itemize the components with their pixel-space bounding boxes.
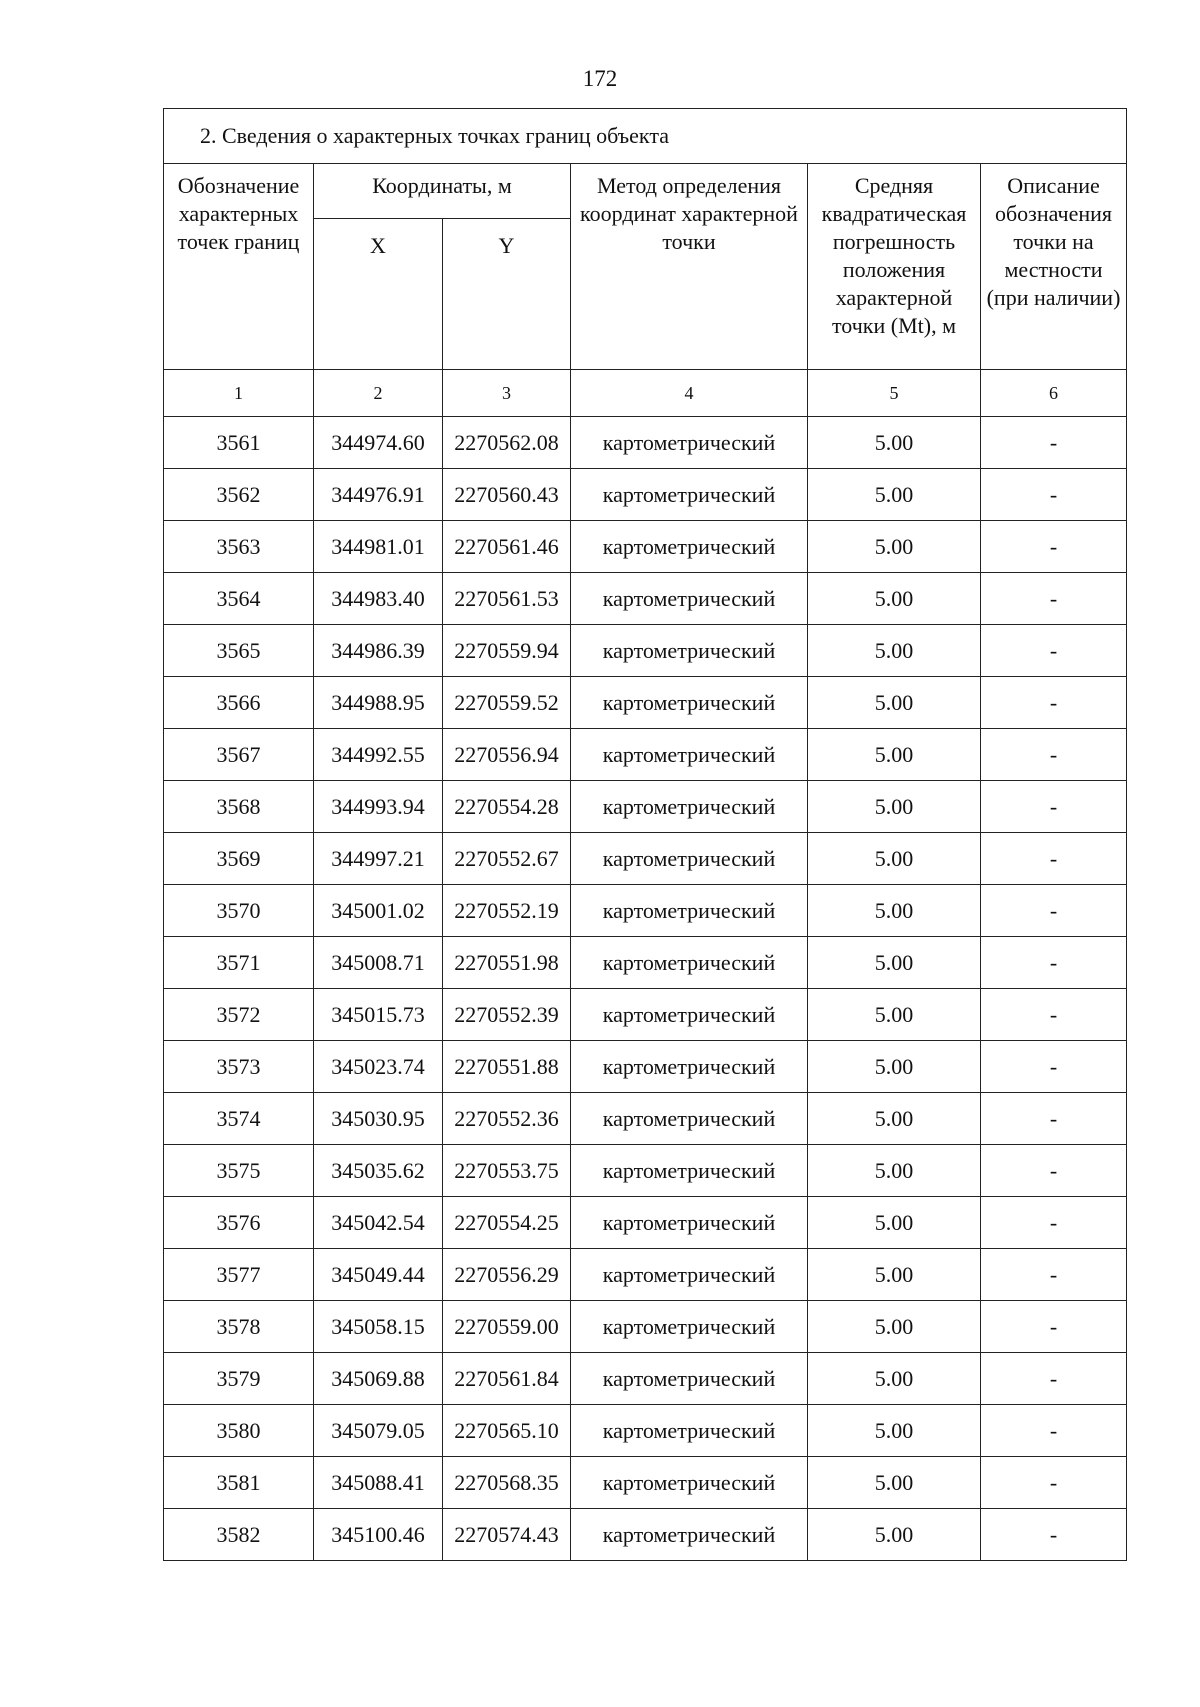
point-id-cell: 3575 xyxy=(164,1145,314,1197)
column-number: 4 xyxy=(571,370,808,417)
x-coordinate-cell: 345042.54 xyxy=(314,1197,443,1249)
description-cell: - xyxy=(981,1197,1127,1249)
y-coordinate-cell: 2270574.43 xyxy=(443,1509,571,1561)
error-cell: 5.00 xyxy=(808,1405,981,1457)
method-cell: картометрический xyxy=(571,417,808,469)
table-row xyxy=(164,729,1127,781)
error-cell: 5.00 xyxy=(808,1353,981,1405)
method-cell: картометрический xyxy=(571,1457,808,1509)
error-cell: 5.00 xyxy=(808,677,981,729)
point-id-cell: 3579 xyxy=(164,1353,314,1405)
y-coordinate-cell: 2270554.28 xyxy=(443,781,571,833)
y-coordinate-cell: 2270559.00 xyxy=(443,1301,571,1353)
point-id-cell: 3563 xyxy=(164,521,314,573)
table-row xyxy=(164,937,1127,989)
section-title-row xyxy=(164,109,1127,164)
point-id-cell: 3567 xyxy=(164,729,314,781)
point-id-cell: 3580 xyxy=(164,1405,314,1457)
method-cell: картометрический xyxy=(571,781,808,833)
x-coordinate-cell: 344993.94 xyxy=(314,781,443,833)
y-coordinate-cell: 2270552.19 xyxy=(443,885,571,937)
y-coordinate-cell: 2270553.75 xyxy=(443,1145,571,1197)
column-number: 3 xyxy=(443,370,571,417)
header-designation: Обозначение характерных точек границ xyxy=(164,164,314,370)
header-coordinates: Координаты, м xyxy=(314,164,571,219)
method-cell: картометрический xyxy=(571,885,808,937)
header-method: Метод определения координат характерной точки xyxy=(571,164,808,370)
description-cell: - xyxy=(981,1457,1127,1509)
method-cell: картометрический xyxy=(571,729,808,781)
method-cell: картометрический xyxy=(571,833,808,885)
point-id-cell: 3569 xyxy=(164,833,314,885)
error-cell: 5.00 xyxy=(808,1301,981,1353)
point-id-cell: 3572 xyxy=(164,989,314,1041)
x-coordinate-cell: 345008.71 xyxy=(314,937,443,989)
method-cell: картометрический xyxy=(571,989,808,1041)
point-id-cell: 3570 xyxy=(164,885,314,937)
y-coordinate-cell: 2270556.94 xyxy=(443,729,571,781)
method-cell: картометрический xyxy=(571,1145,808,1197)
table-row xyxy=(164,1145,1127,1197)
method-cell: картометрический xyxy=(571,521,808,573)
description-cell: - xyxy=(981,781,1127,833)
method-cell: картометрический xyxy=(571,1041,808,1093)
y-coordinate-cell: 2270551.88 xyxy=(443,1041,571,1093)
error-cell: 5.00 xyxy=(808,469,981,521)
x-coordinate-cell: 344981.01 xyxy=(314,521,443,573)
y-coordinate-cell: 2270552.67 xyxy=(443,833,571,885)
error-cell: 5.00 xyxy=(808,625,981,677)
x-coordinate-cell: 345030.95 xyxy=(314,1093,443,1145)
boundary-points-table xyxy=(163,108,1127,1561)
method-cell: картометрический xyxy=(571,937,808,989)
description-cell: - xyxy=(981,1249,1127,1301)
table-row xyxy=(164,573,1127,625)
table-row xyxy=(164,677,1127,729)
method-cell: картометрический xyxy=(571,573,808,625)
column-number: 6 xyxy=(981,370,1127,417)
table-row xyxy=(164,1353,1127,1405)
error-cell: 5.00 xyxy=(808,1041,981,1093)
point-id-cell: 3573 xyxy=(164,1041,314,1093)
description-cell: - xyxy=(981,937,1127,989)
table-row xyxy=(164,417,1127,469)
column-number-row xyxy=(164,370,1127,417)
error-cell: 5.00 xyxy=(808,937,981,989)
description-cell: - xyxy=(981,885,1127,937)
error-cell: 5.00 xyxy=(808,1145,981,1197)
table-row xyxy=(164,781,1127,833)
method-cell: картометрический xyxy=(571,1301,808,1353)
method-cell: картометрический xyxy=(571,1509,808,1561)
y-coordinate-cell: 2270562.08 xyxy=(443,417,571,469)
error-cell: 5.00 xyxy=(808,1457,981,1509)
point-id-cell: 3564 xyxy=(164,573,314,625)
method-cell: картометрический xyxy=(571,1197,808,1249)
table-row xyxy=(164,833,1127,885)
point-id-cell: 3562 xyxy=(164,469,314,521)
table-row xyxy=(164,1197,1127,1249)
header-row xyxy=(164,164,1127,219)
method-cell: картометрический xyxy=(571,1353,808,1405)
table-row xyxy=(164,625,1127,677)
y-coordinate-cell: 2270556.29 xyxy=(443,1249,571,1301)
y-coordinate-cell: 2270565.10 xyxy=(443,1405,571,1457)
point-id-cell: 3566 xyxy=(164,677,314,729)
table-body xyxy=(164,417,1127,1561)
y-coordinate-cell: 2270561.84 xyxy=(443,1353,571,1405)
method-cell: картометрический xyxy=(571,625,808,677)
table-row xyxy=(164,989,1127,1041)
header-error: Средняя квадратическая погрешность положения характерной точки (Mt), м xyxy=(808,164,981,370)
method-cell: картометрический xyxy=(571,1093,808,1145)
point-id-cell: 3577 xyxy=(164,1249,314,1301)
description-cell: - xyxy=(981,729,1127,781)
method-cell: картометрический xyxy=(571,677,808,729)
error-cell: 5.00 xyxy=(808,989,981,1041)
x-coordinate-cell: 345049.44 xyxy=(314,1249,443,1301)
description-cell: - xyxy=(981,1509,1127,1561)
error-cell: 5.00 xyxy=(808,729,981,781)
error-cell: 5.00 xyxy=(808,1509,981,1561)
x-coordinate-cell: 344983.40 xyxy=(314,573,443,625)
y-coordinate-cell: 2270560.43 xyxy=(443,469,571,521)
description-cell: - xyxy=(981,989,1127,1041)
y-coordinate-cell: 2270551.98 xyxy=(443,937,571,989)
error-cell: 5.00 xyxy=(808,521,981,573)
header-x: X xyxy=(314,219,443,370)
table-row xyxy=(164,885,1127,937)
point-id-cell: 3574 xyxy=(164,1093,314,1145)
method-cell: картометрический xyxy=(571,1405,808,1457)
column-number: 1 xyxy=(164,370,314,417)
x-coordinate-cell: 345058.15 xyxy=(314,1301,443,1353)
x-coordinate-cell: 345088.41 xyxy=(314,1457,443,1509)
method-cell: картометрический xyxy=(571,469,808,521)
error-cell: 5.00 xyxy=(808,885,981,937)
description-cell: - xyxy=(981,1041,1127,1093)
x-coordinate-cell: 344988.95 xyxy=(314,677,443,729)
description-cell: - xyxy=(981,521,1127,573)
description-cell: - xyxy=(981,1353,1127,1405)
method-cell: картометрический xyxy=(571,1249,808,1301)
error-cell: 5.00 xyxy=(808,781,981,833)
y-coordinate-cell: 2270552.36 xyxy=(443,1093,571,1145)
header-y: Y xyxy=(443,219,571,370)
y-coordinate-cell: 2270559.52 xyxy=(443,677,571,729)
description-cell: - xyxy=(981,417,1127,469)
description-cell: - xyxy=(981,573,1127,625)
point-id-cell: 3582 xyxy=(164,1509,314,1561)
point-id-cell: 3581 xyxy=(164,1457,314,1509)
x-coordinate-cell: 344974.60 xyxy=(314,417,443,469)
y-coordinate-cell: 2270559.94 xyxy=(443,625,571,677)
description-cell: - xyxy=(981,1145,1127,1197)
x-coordinate-cell: 344997.21 xyxy=(314,833,443,885)
x-coordinate-cell: 344976.91 xyxy=(314,469,443,521)
point-id-cell: 3571 xyxy=(164,937,314,989)
table-row xyxy=(164,469,1127,521)
x-coordinate-cell: 345100.46 xyxy=(314,1509,443,1561)
table-row xyxy=(164,1093,1127,1145)
point-id-cell: 3565 xyxy=(164,625,314,677)
description-cell: - xyxy=(981,625,1127,677)
error-cell: 5.00 xyxy=(808,833,981,885)
y-coordinate-cell: 2270561.46 xyxy=(443,521,571,573)
x-coordinate-cell: 345001.02 xyxy=(314,885,443,937)
error-cell: 5.00 xyxy=(808,417,981,469)
x-coordinate-cell: 345023.74 xyxy=(314,1041,443,1093)
y-coordinate-cell: 2270568.35 xyxy=(443,1457,571,1509)
table-row xyxy=(164,1457,1127,1509)
y-coordinate-cell: 2270552.39 xyxy=(443,989,571,1041)
error-cell: 5.00 xyxy=(808,573,981,625)
description-cell: - xyxy=(981,1093,1127,1145)
header-description: Описание обозначения точки на местности (при наличии) xyxy=(981,164,1127,370)
x-coordinate-cell: 345069.88 xyxy=(314,1353,443,1405)
point-id-cell: 3578 xyxy=(164,1301,314,1353)
x-coordinate-cell: 345035.62 xyxy=(314,1145,443,1197)
x-coordinate-cell: 344992.55 xyxy=(314,729,443,781)
y-coordinate-cell: 2270554.25 xyxy=(443,1197,571,1249)
description-cell: - xyxy=(981,833,1127,885)
table-row xyxy=(164,521,1127,573)
point-id-cell: 3561 xyxy=(164,417,314,469)
description-cell: - xyxy=(981,677,1127,729)
column-number: 2 xyxy=(314,370,443,417)
x-coordinate-cell: 345015.73 xyxy=(314,989,443,1041)
x-coordinate-cell: 345079.05 xyxy=(314,1405,443,1457)
error-cell: 5.00 xyxy=(808,1197,981,1249)
x-coordinate-cell: 344986.39 xyxy=(314,625,443,677)
section-title: 2. Сведения о характерных точках границ объекта xyxy=(164,109,1127,164)
table-row xyxy=(164,1041,1127,1093)
error-cell: 5.00 xyxy=(808,1249,981,1301)
point-id-cell: 3568 xyxy=(164,781,314,833)
description-cell: - xyxy=(981,1301,1127,1353)
point-id-cell: 3576 xyxy=(164,1197,314,1249)
y-coordinate-cell: 2270561.53 xyxy=(443,573,571,625)
page-number: 172 xyxy=(582,66,618,91)
error-cell: 5.00 xyxy=(808,1093,981,1145)
table-row xyxy=(164,1405,1127,1457)
column-number: 5 xyxy=(808,370,981,417)
description-cell: - xyxy=(981,469,1127,521)
description-cell: - xyxy=(981,1405,1127,1457)
table-row xyxy=(164,1509,1127,1561)
table-row xyxy=(164,1301,1127,1353)
table-row xyxy=(164,1249,1127,1301)
